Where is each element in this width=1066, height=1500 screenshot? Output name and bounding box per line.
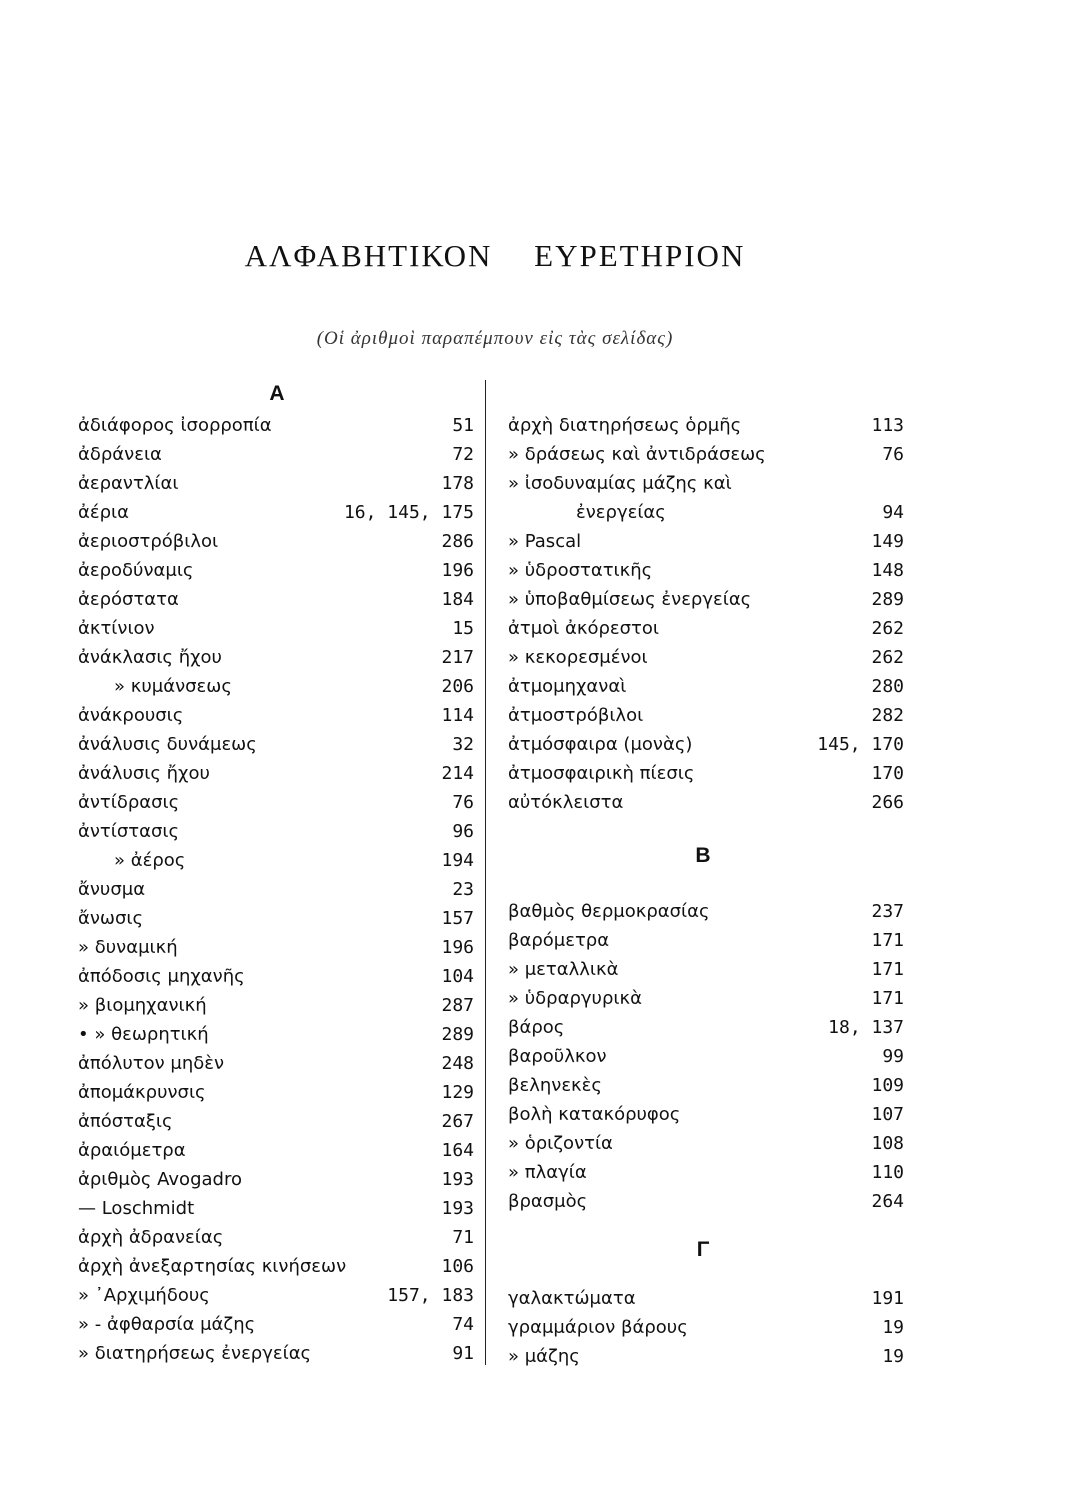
index-entry-term: γραμμάριον βάρους [508,1317,688,1338]
index-entry-page: 109 [871,1075,904,1096]
index-entry-page: 51 [452,415,474,436]
index-entry [508,1101,904,1129]
index-entry-page: 19 [882,1317,904,1338]
index-entry-term: ἀρχὴ ἀνεξαρτησίας κινήσεων [78,1256,347,1277]
index-entry-term: » μεταλλικὰ [508,959,619,980]
index-entry-page: 157 [441,908,474,929]
index-entry-term: » ἀέρος [114,850,186,871]
index-entry-page: 15 [452,618,474,639]
index-entry [78,586,474,614]
index-entry-page: 18, 137 [828,1017,904,1038]
index-entry-page: 206 [441,676,474,697]
index-entry-page: 91 [452,1343,474,1364]
index-entry-term: » δυναμική [78,937,178,958]
index-entry-term: ἀπόσταξις [78,1111,173,1132]
index-entry-term: ἀέρια [78,502,129,523]
index-entry-page: 164 [441,1140,474,1161]
index-entry-page: 16, 145, 175 [343,502,474,523]
index-entry-page: 237 [871,901,904,922]
index-entry-term: ἀδιάφορος ἰσορροπία [78,415,272,436]
index-entry-page: 282 [871,705,904,726]
index-entry-term: ἀνάκρουσις [78,705,184,726]
index-entry-term: » Pascal [508,531,582,552]
index-entry-page: 193 [441,1169,474,1190]
index-entry-page: 193 [441,1198,474,1219]
index-entry-page: 76 [452,792,474,813]
index-entry-term: » μάζης [508,1346,580,1367]
index-entry [78,1311,474,1339]
index-entry [508,499,904,527]
index-entry [508,985,904,1013]
index-entry [508,1188,904,1216]
index-entry-page: 71 [452,1227,474,1248]
index-entry-page: 264 [871,1191,904,1212]
page-subtitle: (Οἱ ἀριθμοὶ παραπέμπουν εἰς τὰς σελίδας) [316,328,674,349]
index-entry [508,586,904,614]
index-entry-page: 262 [871,618,904,639]
section-letter-beta: Β [695,844,711,867]
index-entry [508,557,904,585]
index-entry [78,963,474,991]
index-entry [508,528,904,556]
index-entry-term: ἀτμοὶ ἀκόρεστοι [508,618,659,639]
index-entry-term: ἀτμόσφαιρα (μονὰς) [508,734,693,755]
index-entry [78,1253,474,1281]
index-entry [78,1108,474,1136]
index-entry [508,1159,904,1187]
index-entry [78,644,474,672]
index-entry-term: ἀπομάκρυνσις [78,1082,206,1103]
index-entry-term: ἄνωσις [78,908,144,929]
index-entry-page: 113 [871,415,904,436]
index-entry-term: ἀεριοστρόβιλοι [78,531,219,552]
index-entry-page: 196 [441,937,474,958]
index-entry-term: ἀρχὴ ἀδρανείας [78,1227,224,1248]
index-entry-term: ἀπόδοσις μηχανῆς [78,966,245,987]
index-entry [78,876,474,904]
index-entry-term: » ᾿Αρχιμήδους [78,1285,210,1306]
index-entry [78,934,474,962]
index-entry [508,412,904,440]
index-entry-term: ἀνάλυσις δυνάμεως [78,734,257,755]
index-entry-term: ἄνυσμα [78,879,146,900]
index-entry [508,927,904,955]
column-divider [485,380,486,1365]
index-entry [78,470,474,498]
index-entry-page: 104 [441,966,474,987]
index-entry-term: ἀεραντλίαι [78,473,179,494]
index-entry [508,731,904,759]
index-entry-page: 76 [882,444,904,465]
index-entry-term: » διατηρήσεως ἐνεργείας [78,1343,312,1364]
index-entry-page: 96 [452,821,474,842]
index-entry-term: » ὑδραργυρικὰ [508,988,642,1009]
index-entry-page: 194 [441,850,474,871]
page-title [0,238,990,274]
index-entry [78,992,474,1020]
index-entry-term: ἀντίδρασις [78,792,180,813]
index-entry [508,702,904,730]
index-entry [78,731,474,759]
index-entry-term: ἀτμομηχαναὶ [508,676,627,697]
index-entry-page: 99 [882,1046,904,1067]
index-entry-term: » βιομηχανική [78,995,207,1016]
index-entry [508,470,904,498]
index-entry-term: » ὑδροστατικῆς [508,560,653,581]
index-entry-page: 110 [871,1162,904,1183]
index-entry-term: » δράσεως καὶ ἀντιδράσεως [508,444,766,465]
index-entry [78,789,474,817]
index-entry [508,789,904,817]
index-entry-term: » ἰσοδυναμίας μάζης καὶ [508,473,732,494]
title-word-1: ΑΛΦΑΒΗΤΙΚΟΝ [244,238,493,273]
index-entry-page: 214 [441,763,474,784]
index-entry-page: 184 [441,589,474,610]
index-entry-term: αὐτόκλειστα [508,792,624,813]
index-entry-page: 196 [441,560,474,581]
index-entry-term: ἀντίστασις [78,821,180,842]
index-entry-term: βολὴ κατακόρυφος [508,1104,681,1125]
index-entry [78,1021,474,1049]
index-entry [508,1285,904,1313]
index-entry-page: 149 [871,531,904,552]
index-entry [508,615,904,643]
index-entry-page: 72 [452,444,474,465]
index-entry [78,818,474,846]
index-entry-term: βρασμὸς [508,1191,588,1212]
index-entry [78,760,474,788]
index-entry [78,1166,474,1194]
index-entry-term: ἀνάκλασις ἤχου [78,647,222,668]
index-entry-page: 114 [441,705,474,726]
index-entry [508,1014,904,1042]
index-entry [78,1195,474,1223]
index-entry [508,1343,904,1371]
index-entry [78,528,474,556]
index-entry [78,1224,474,1252]
index-entry-page: 145, 170 [817,734,904,755]
index-entry-page: 280 [871,676,904,697]
index-entry [78,847,474,875]
index-entry-page: 108 [871,1133,904,1154]
index-entry [78,905,474,933]
index-entry-term: » ὑποβαθμίσεως ἐνεργείας [508,589,752,610]
index-entry-term: • » θεωρητική [78,1024,209,1045]
index-entry-page: 129 [441,1082,474,1103]
index-entry-term: » κεκορεσμένοι [508,647,648,668]
index-entry [78,412,474,440]
index-entry [78,557,474,585]
index-entry-term: βάρος [508,1017,565,1038]
index-entry [508,441,904,469]
index-entry [508,898,904,926]
index-entry-term: ἀραιόμετρα [78,1140,186,1161]
index-entry [78,673,474,701]
index-entry-page: 287 [441,995,474,1016]
index-entry [78,615,474,643]
index-entry-term: » ‐ ἀφθαρσία μάζης [78,1314,256,1335]
title-word-2: ΕΥΡΕΤΗΡΙΟΝ [534,238,746,273]
section-letter-gamma: Γ [696,1238,710,1261]
index-entry-page: 267 [441,1111,474,1132]
index-entry-page: 178 [441,473,474,494]
index-entry-term: » πλαγία [508,1162,587,1183]
index-entry-term: ἀριθμὸς Avogadro [78,1169,242,1190]
index-entry [78,1340,474,1368]
index-entry [508,1130,904,1158]
index-entry-page: 19 [882,1346,904,1367]
index-entry-term: βαθμὸς θερμοκρασίας [508,901,710,922]
index-entry-term: — Loschmidt [78,1198,195,1219]
index-entry [78,1282,474,1310]
index-entry [508,1314,904,1342]
index-entry [78,499,474,527]
index-entry-page: 94 [882,502,904,523]
index-entry-page: 191 [871,1288,904,1309]
index-entry [78,1050,474,1078]
index-entry-page: 157, 183 [387,1285,474,1306]
index-entry-term: ἀερόστατα [78,589,179,610]
index-entry [508,673,904,701]
index-entry-term: ἐνεργείας [576,502,666,523]
index-entry-term: ἀτμοστρόβιλοι [508,705,644,726]
index-entry-term: βαρόμετρα [508,930,610,951]
index-entry-term: ἀδράνεια [78,444,162,465]
index-entry-page: 286 [441,531,474,552]
index-entry-term: ἀνάλυσις ἤχου [78,763,210,784]
index-entry-term: » ὁριζοντία [508,1133,613,1154]
index-entry-page: 266 [871,792,904,813]
index-entry-page: 23 [452,879,474,900]
index-entry [78,1079,474,1107]
index-entry-term: ἀκτίνιον [78,618,155,639]
index-entry [78,702,474,730]
index-entry-term: γαλακτώματα [508,1288,636,1309]
index-entry-page: 289 [871,589,904,610]
index-entry-page: 289 [441,1024,474,1045]
index-entry [78,1137,474,1165]
section-letter-alpha: Α [269,382,285,405]
index-entry [508,1072,904,1100]
index-entry-term: ἀρχὴ διατηρήσεως ὁρμῆς [508,415,742,436]
index-entry [78,441,474,469]
index-entry-page: 170 [871,763,904,784]
index-entry-term: βαροῦλκον [508,1046,607,1067]
index-entry [508,1043,904,1071]
index-entry-page: 74 [452,1314,474,1335]
index-entry-page: 217 [441,647,474,668]
index-entry-page: 32 [452,734,474,755]
index-entry-term: » κυμάνσεως [114,676,232,697]
index-entry-page: 171 [871,988,904,1009]
index-entry-page: 248 [441,1053,474,1074]
index-entry [508,956,904,984]
index-entry-term: ἀπόλυτον μηδὲν [78,1053,225,1074]
index-entry-term: ἀεροδύναμις [78,560,194,581]
index-entry-page: 106 [441,1256,474,1277]
index-entry-page: 148 [871,560,904,581]
index-entry-page: 107 [871,1104,904,1125]
index-entry-page: 171 [871,930,904,951]
index-entry-page: 262 [871,647,904,668]
index-entry [508,760,904,788]
index-entry-page: 171 [871,959,904,980]
index-entry-term: ἀτμοσφαιρικὴ πίεσις [508,763,695,784]
index-entry-term: βεληνεκὲς [508,1075,602,1096]
index-entry [508,644,904,672]
